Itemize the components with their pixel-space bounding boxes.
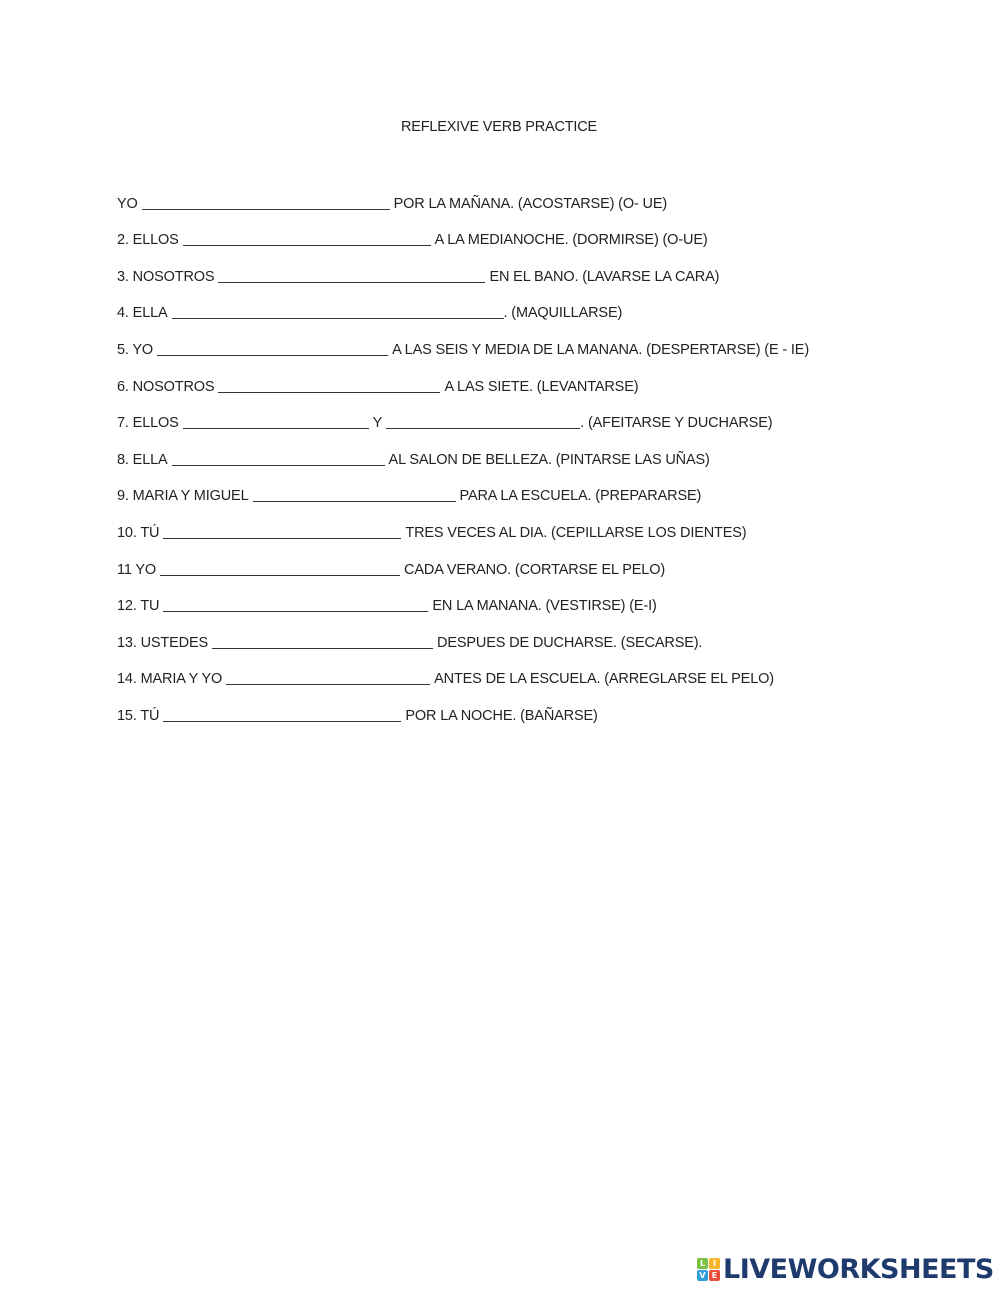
exercise-line-2	[117, 228, 708, 248]
answer-blank-1[interactable]	[183, 412, 369, 429]
exercise-prefix: 7. ELLOS	[117, 415, 179, 431]
exercise-prefix: YO	[117, 196, 138, 212]
exercise-line-10	[117, 521, 746, 541]
exercise-line-1	[117, 192, 667, 212]
exercise-prefix: 5. YO	[117, 342, 154, 358]
exercise-line-14	[117, 667, 774, 687]
exercise-suffix: POR LA MAÑANA. (ACOSTARSE) (O- UE)	[393, 196, 668, 212]
exercise-suffix: A LA MEDIANOCHE. (DORMIRSE) (O-UE)	[434, 232, 708, 248]
answer-blank[interactable]	[218, 376, 440, 393]
answer-blank[interactable]	[172, 302, 504, 319]
exercise-suffix: POR LA NOCHE. (BAÑARSE)	[405, 708, 598, 724]
exercise-prefix: 10. TÚ	[117, 525, 160, 541]
exercise-suffix: A LAS SIETE. (LEVANTARSE)	[444, 379, 639, 395]
exercise-suffix: ANTES DE LA ESCUELA. (ARREGLARSE EL PELO)	[434, 671, 774, 687]
exercise-prefix: 11 YO	[117, 562, 157, 578]
logo-wordmark: LIVEWORKSHEETS	[723, 1254, 994, 1285]
worksheet-title: REFLEXIVE VERB PRACTICE	[400, 119, 598, 135]
exercise-suffix: . (AFEITARSE Y DUCHARSE)	[580, 415, 773, 431]
exercise-prefix: 6. NOSOTROS	[117, 379, 215, 395]
answer-blank[interactable]	[160, 559, 400, 576]
exercise-suffix: DESPUES DE DUCHARSE. (SECARSE).	[437, 635, 703, 651]
exercise-suffix: TRES VECES AL DIA. (CEPILLARSE LOS DIENTES)	[405, 525, 747, 541]
exercise-prefix: 3. NOSOTROS	[117, 269, 215, 285]
exercise-line-3	[117, 265, 719, 285]
logo-block-e: E	[709, 1270, 720, 1281]
answer-blank[interactable]	[253, 485, 456, 502]
exercise-line-11	[117, 558, 665, 578]
answer-blank[interactable]	[183, 229, 431, 246]
answer-blank[interactable]	[163, 595, 428, 612]
exercise-line-15	[117, 704, 598, 724]
answer-blank[interactable]	[163, 522, 401, 539]
exercise-prefix: 2. ELLOS	[117, 232, 179, 248]
answer-blank-2[interactable]	[386, 412, 580, 429]
live-blocks-icon	[697, 1258, 720, 1281]
exercise-suffix: EN EL BANO. (LAVARSE LA CARA)	[489, 269, 720, 285]
exercise-line-6	[117, 375, 638, 395]
answer-blank[interactable]	[218, 266, 485, 283]
exercise-line-13	[117, 631, 702, 651]
exercise-prefix: 12. TU	[117, 598, 160, 614]
exercise-prefix: 9. MARIA Y MIGUEL	[117, 488, 249, 504]
answer-blank[interactable]	[172, 449, 385, 466]
logo-block-i: I	[709, 1258, 720, 1269]
exercise-suffix: PARA LA ESCUELA. (PREPARARSE)	[459, 488, 702, 504]
exercise-prefix: 13. USTEDES	[117, 635, 209, 651]
exercise-prefix: 15. TÚ	[117, 708, 160, 724]
exercise-conjunction: Y	[372, 415, 383, 431]
exercise-line-12	[117, 594, 657, 614]
answer-blank[interactable]	[142, 193, 390, 210]
exercise-line-5	[117, 338, 809, 358]
exercise-prefix: 8. ELLA	[117, 452, 168, 468]
exercise-suffix: A LAS SEIS Y MEDIA DE LA MANANA. (DESPERTARSE) (E - IE)	[392, 342, 810, 358]
exercise-line-8	[117, 448, 710, 468]
logo-block-v: V	[697, 1270, 708, 1281]
answer-blank[interactable]	[226, 668, 430, 685]
exercise-suffix: CADA VERANO. (CORTARSE EL PELO)	[404, 562, 666, 578]
answer-blank[interactable]	[163, 705, 401, 722]
exercise-suffix: EN LA MANANA. (VESTIRSE) (E-I)	[432, 598, 657, 614]
exercise-line-4	[117, 301, 622, 321]
exercise-suffix: . (MAQUILLARSE)	[503, 305, 623, 321]
exercise-line-9	[117, 484, 701, 504]
exercise-line-7	[117, 411, 772, 431]
exercise-prefix: 14. MARIA Y YO	[117, 671, 223, 687]
liveworksheets-logo	[697, 1256, 994, 1283]
exercise-suffix: AL SALON DE BELLEZA. (PINTARSE LAS UÑAS)	[388, 452, 710, 468]
answer-blank[interactable]	[212, 632, 433, 649]
exercise-prefix: 4. ELLA	[117, 305, 168, 321]
answer-blank[interactable]	[157, 339, 388, 356]
logo-block-l: L	[697, 1258, 708, 1269]
